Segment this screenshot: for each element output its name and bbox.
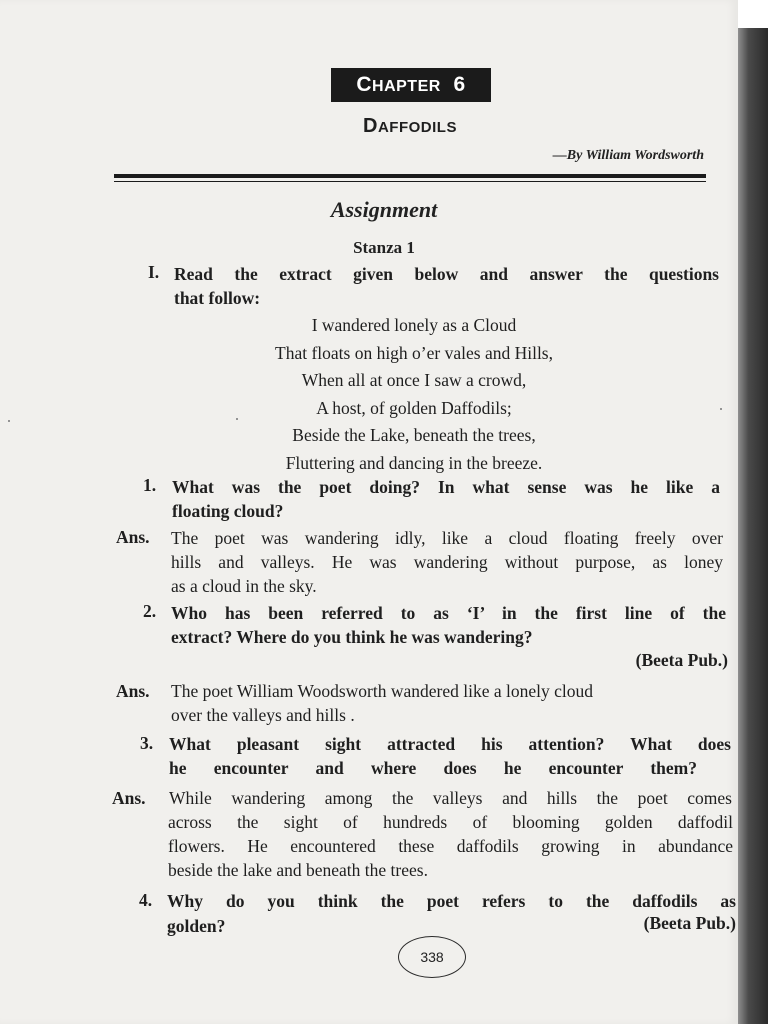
answer-label: Ans. xyxy=(112,788,146,808)
poem-line: Fluttering and dancing in the breeze. xyxy=(285,452,543,473)
chapter-label-rest: HAPTER xyxy=(372,78,441,95)
chapter-title-rest: AFFODILS xyxy=(377,119,457,136)
question-number: 4. xyxy=(139,890,153,910)
question-number: 2. xyxy=(143,601,157,621)
source-citation: (Beeta Pub.) xyxy=(635,650,728,670)
poem-extract xyxy=(0,312,768,477)
answer-2-line-1: The poet William Woodsworth wandered like a lonely cloud xyxy=(171,681,593,701)
scan-speck xyxy=(236,418,238,420)
section-heading: Assignment xyxy=(330,197,438,222)
chapter-heading-box xyxy=(331,68,491,102)
author-byline: —By William Wordsworth xyxy=(552,148,704,163)
question-4-line-1: Why do you think the poet refers to the daffodils as xyxy=(167,891,736,911)
page-number: 338 xyxy=(398,936,466,978)
book-spine-shadow xyxy=(738,28,768,1024)
answer-label: Ans. xyxy=(116,527,150,547)
chapter-title-initial: D xyxy=(363,115,378,137)
source-citation: (Beeta Pub.) xyxy=(643,913,736,933)
chapter-number: 6 xyxy=(453,73,466,96)
answer-1-line-2: hills and valleys. He was wandering without purpose, as loney xyxy=(171,552,723,572)
instruction-number: I. xyxy=(148,262,160,282)
question-number: 3. xyxy=(140,733,154,753)
answer-label: Ans. xyxy=(116,681,150,701)
question-2-line-1: Who has been referred to as ‘I’ in the first line of the xyxy=(171,603,726,623)
question-1-line-1: What was the poet doing? In what sense was he like a xyxy=(172,477,720,497)
instruction-line-2: that follow: xyxy=(174,288,261,308)
question-number: 1. xyxy=(143,475,157,495)
answer-3-line-2: across the sight of hundreds of blooming golden daffodil xyxy=(168,812,733,832)
answer-1-line-3: as a cloud in the sky. xyxy=(171,576,317,596)
answer-3-line-4: beside the lake and beneath the trees. xyxy=(168,860,428,880)
poem-line: A host, of golden Daffodils; xyxy=(316,397,512,418)
poem-line: That floats on high o’er vales and Hills, xyxy=(275,342,553,363)
answer-1-line-1: The poet was wandering idly, like a cloud floating freely over xyxy=(171,528,723,548)
answer-3-line-1: While wandering among the valleys and hills the poet comes xyxy=(169,788,732,808)
answer-3-line-3: flowers. He encountered these daffodils growing in abundance xyxy=(168,836,733,856)
divider-thick xyxy=(114,174,706,178)
poem-line: When all at once I saw a crowd, xyxy=(301,370,527,390)
poem-line: Beside the Lake, beneath the trees, xyxy=(292,425,536,445)
scan-speck xyxy=(8,420,10,422)
question-2-line-2: extract? Where do you think he was wandering? xyxy=(171,627,533,647)
question-3-line-1: What pleasant sight attracted his attention? What does xyxy=(169,734,731,754)
stanza-heading: Stanza 1 xyxy=(353,238,415,257)
question-1-line-2: floating cloud? xyxy=(172,501,284,521)
answer-2-line-2: over the valleys and hills . xyxy=(171,705,355,725)
chapter-title xyxy=(330,115,490,138)
poem-line: I wandered lonely as a Cloud xyxy=(311,315,517,335)
instruction-line-1: Read the extract given below and answer the questions xyxy=(174,264,719,284)
question-4-line-2: golden? xyxy=(167,916,226,936)
question-3-line-2: he encounter and where does he encounter them? xyxy=(169,758,697,778)
scan-speck xyxy=(720,408,722,410)
divider-thin xyxy=(114,181,706,182)
chapter-label-initial: C xyxy=(356,73,373,96)
